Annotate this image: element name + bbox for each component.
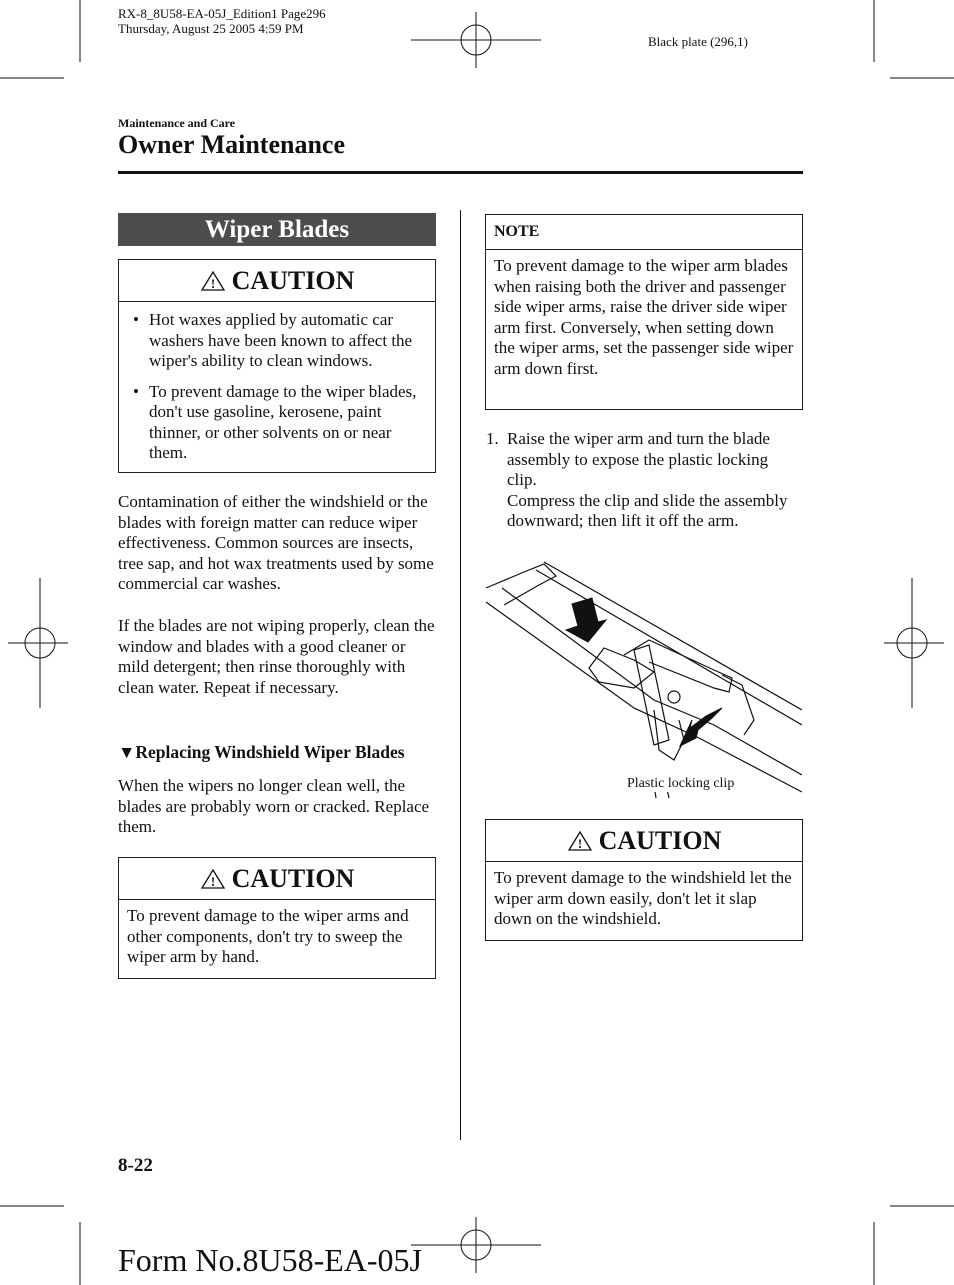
page-title: Owner Maintenance	[118, 130, 345, 159]
page-number: 8-22	[118, 1155, 153, 1176]
print-file-line: RX-8_8U58-EA-05J_Edition1 Page296	[118, 6, 326, 21]
caution-label: CAUTION	[231, 265, 355, 295]
svg-text:!: !	[577, 835, 582, 851]
print-date-line: Thursday, August 25 2005 4:59 PM	[118, 21, 304, 36]
print-metadata	[118, 6, 326, 36]
svg-text:!: !	[210, 275, 215, 291]
caution-bullet-list	[127, 310, 427, 464]
caution-header	[119, 858, 435, 900]
plate-label: Black plate (296,1)	[648, 34, 748, 49]
wiper-blade-illustration	[484, 560, 802, 800]
step-1	[486, 429, 802, 532]
caution-box-1	[118, 259, 436, 473]
note-text: To prevent damage to the wiper arm blades when raising both the driver and passenger side wiper arms, raise the driver side wiper arm first. Conversely, when setting down the wiper arms, set the passenger side wiper arm down first.	[494, 256, 794, 378]
list-item: • Hot waxes applied by automatic car washers have been known to affect the wiper's ability to clean windows.	[133, 310, 413, 370]
warning-triangle-icon	[200, 270, 226, 292]
caution-box-3	[485, 819, 803, 941]
caution-header	[119, 260, 435, 302]
note-label: NOTE	[486, 215, 802, 250]
caution-label: CAUTION	[598, 825, 722, 855]
paragraph-cleaning: If the blades are not wiping properly, clean the window and blades with a good cleaner or mild detergent; then rinse thoroughly with clean water. Repeat if necessary.	[118, 616, 435, 697]
step-text-1: Raise the wiper arm and turn the blade assembly to expose the plastic locking clip.	[507, 429, 770, 489]
bullet-dot-icon: •	[133, 381, 139, 401]
caution-label: CAUTION	[231, 863, 355, 893]
form-number: Form No.8U58-EA-05J	[118, 1242, 422, 1278]
paragraph-contamination: Contamination of either the windshield or the blades with foreign matter can reduce wiper effectiveness. Common sources are insects, tree sap, and hot wax treatments used by some commercial car washes.	[118, 492, 434, 593]
registration-mark-icon	[411, 1217, 541, 1273]
heading-rule	[118, 171, 803, 174]
bullet-dot-icon: •	[133, 310, 139, 329]
step-text-2: Compress the clip and slide the assembly downward; then lift it off the arm.	[507, 490, 788, 530]
subheading	[118, 742, 448, 763]
caution-box-2	[118, 857, 436, 979]
section-label: Maintenance and Care	[118, 116, 236, 130]
caution-text: To prevent damage to the windshield let the wiper arm down easily, don't let it slap down on the windshield.	[494, 868, 792, 928]
warning-triangle-icon	[200, 868, 226, 890]
registration-mark-icon	[411, 12, 541, 68]
svg-text:!: !	[210, 873, 215, 889]
column-divider	[460, 210, 461, 1140]
figure-label: Plastic locking clip	[627, 776, 735, 791]
warning-triangle-icon	[567, 830, 593, 852]
registration-mark-icon	[8, 578, 68, 708]
note-box	[485, 214, 803, 410]
subheading-text: Replacing Windshield Wiper Blades	[135, 742, 405, 762]
triangle-down-icon: ▼	[118, 742, 136, 762]
paragraph-replace: When the wipers no longer clean well, the blades are probably worn or cracked. Replace them.	[118, 776, 430, 836]
list-item: • To prevent damage to the wiper blades, don't use gasoline, kerosene, paint thinner, or other solvents on or near them.	[133, 381, 417, 462]
caution-text: To prevent damage to the wiper arms and other components, don't try to sweep the wiper arm by hand.	[127, 906, 409, 966]
arrow-down-icon	[566, 598, 606, 642]
step-number: 1.	[486, 429, 499, 448]
registration-mark-icon	[884, 578, 944, 708]
section-title-bar: Wiper Blades	[118, 213, 436, 246]
caution-header	[486, 820, 802, 862]
